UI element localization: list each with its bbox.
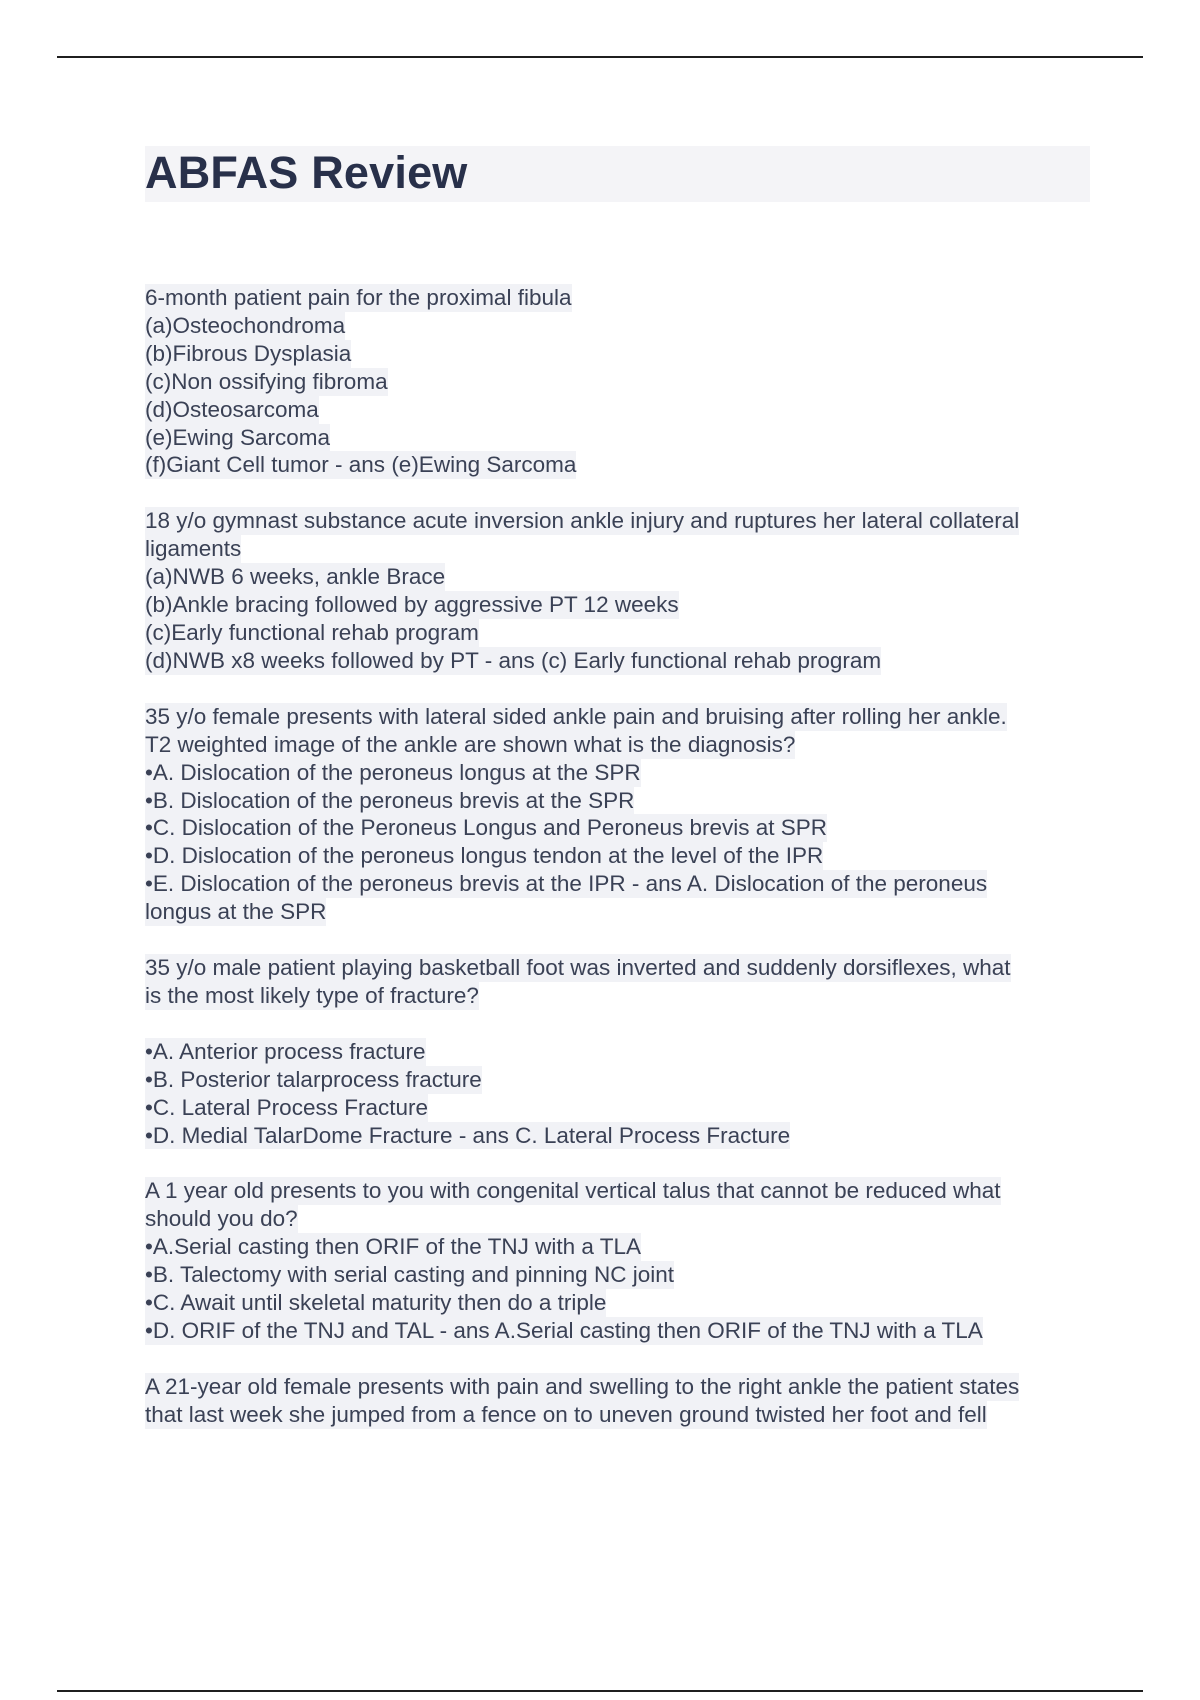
question-line: that last week she jumped from a fence on to uneven ground twisted her foot and fell [145, 1401, 987, 1427]
question-block [145, 507, 1090, 674]
question-line: •D. Dislocation of the peroneus longus tendon at the level of the IPR [145, 843, 824, 869]
page-title: ABFAS Review [145, 147, 468, 198]
question-line: (e)Ewing Sarcoma [145, 424, 331, 450]
question-line: (a)NWB 6 weeks, ankle Brace [145, 564, 446, 590]
question-line: (c)Early functional rehab program [145, 619, 479, 645]
question-line: should you do? [145, 1206, 298, 1232]
bottom-rule [57, 1690, 1143, 1692]
question-line: •E. Dislocation of the peroneus brevis at the IPR - ans A. Dislocation of the peroneus [145, 871, 988, 897]
question-stem-line: 6-month patient pain for the proximal fibula [145, 285, 572, 310]
question-line: (c)Non ossifying fibroma [145, 368, 388, 394]
question-line: is the most likely type of fracture? [145, 982, 479, 1008]
question-line: •B. Posterior talarprocess fracture [145, 1066, 482, 1092]
question-stem-line: 35 y/o female presents with lateral sided ankle pain and bruising after rolling her ankle. [145, 703, 1007, 729]
question-line: (b)Fibrous Dysplasia [145, 340, 352, 366]
question-line: T2 weighted image of the ankle are shown what is the diagnosis? [145, 731, 796, 757]
question-line: •C. Dislocation of the Peroneus Longus and Peroneus brevis at SPR [145, 815, 828, 841]
question-line: •D. Medial TalarDome Fracture - ans C. Lateral Process Fracture [145, 1122, 791, 1148]
question-line: •B. Talectomy with serial casting and pinning NC joint [145, 1262, 674, 1288]
question-stem-line: A 1 year old presents to you with congenital vertical talus that cannot be reduced what [145, 1178, 1001, 1204]
document-body [145, 284, 1090, 1457]
question-line: •A.Serial casting then ORIF of the TNJ with a TLA [145, 1234, 642, 1260]
question-line: •C. Await until skeletal maturity then do a triple [145, 1290, 607, 1316]
question-line: (b)Ankle bracing followed by aggressive PT 12 weeks [145, 592, 679, 618]
question-line: (f)Giant Cell tumor - ans (e)Ewing Sarcoma [145, 452, 577, 478]
question-line: (d)Osteosarcoma [145, 396, 319, 422]
question-line: •B. Dislocation of the peroneus brevis at the SPR [145, 787, 635, 813]
question-line: •D. ORIF of the TNJ and TAL - ans A.Serial casting then ORIF of the TNJ with a TLA [145, 1318, 983, 1343]
question-block [145, 1177, 1090, 1344]
question-line: •A. Dislocation of the peroneus longus at the SPR [145, 759, 641, 785]
question-line: (a)Osteochondroma [145, 312, 346, 338]
question-line: •C. Lateral Process Fracture [145, 1094, 428, 1120]
top-rule [57, 56, 1143, 58]
question-line: (d)NWB x8 weeks followed by PT - ans (c) Early functional rehab program [145, 647, 882, 673]
question-stem-line: 18 y/o gymnast substance acute inversion ankle injury and ruptures her lateral collateral [145, 508, 1020, 534]
question-stem-line: 35 y/o male patient playing basketball foot was inverted and suddenly dorsiflexes, what [145, 955, 1011, 981]
question-stem-line: A 21-year old female presents with pain and swelling to the right ankle the patient states [145, 1373, 1020, 1399]
question-block [145, 284, 1090, 479]
line-gap [145, 1010, 1090, 1038]
question-line: longus at the SPR [145, 899, 327, 925]
question-block [145, 703, 1090, 926]
question-line: •A. Anterior process fracture [145, 1038, 426, 1064]
question-block [145, 1373, 1090, 1429]
question-block [145, 954, 1090, 1149]
question-line: ligaments [145, 536, 242, 562]
